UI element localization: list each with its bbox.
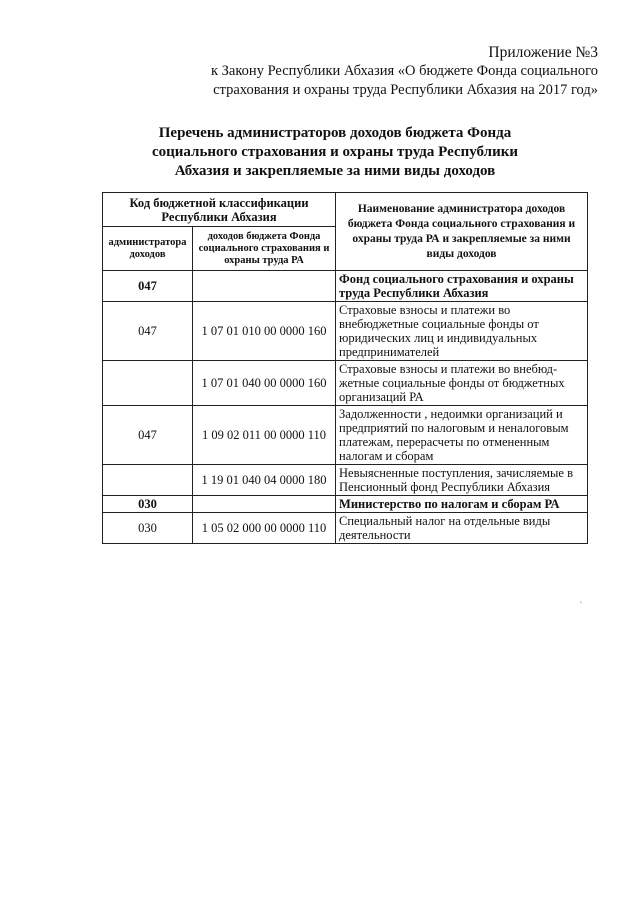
table-row bbox=[103, 361, 588, 406]
header-administrator: администратора доходов bbox=[103, 227, 193, 271]
income-code-cell: 1 09 02 011 00 0000 110 bbox=[193, 406, 336, 465]
income-code-cell: 1 07 01 010 00 0000 160 bbox=[193, 302, 336, 361]
table-row bbox=[103, 406, 588, 465]
table-row bbox=[103, 271, 588, 302]
appendix-line-2: страхования и охраны труда Республики Абхазия на 2017 год» bbox=[213, 82, 598, 98]
title-line-1: Перечень администраторов доходов бюджета Фонда bbox=[158, 125, 512, 141]
table-row bbox=[103, 465, 588, 496]
income-code-cell: 1 07 01 040 00 0000 160 bbox=[193, 361, 336, 406]
title-line-2: социального страхования и охраны труда Республики bbox=[151, 144, 519, 160]
admin-code-cell bbox=[103, 465, 193, 496]
admin-code-cell: 030 bbox=[103, 513, 193, 544]
name-cell: Невыясненные поступления, зачисляемые в Пенсионный фонд Республики Абхазия bbox=[336, 465, 588, 496]
name-cell: Фонд социального страхования и охраны труда Республики Абхазия bbox=[336, 271, 588, 302]
scan-mark: ` bbox=[574, 600, 584, 611]
title-line-3: Абхазия и закрепляемые за ними виды доходов bbox=[174, 163, 496, 179]
name-cell: Министерство по налогам и сборам РА bbox=[336, 496, 588, 513]
admin-code-cell: 047 bbox=[103, 302, 193, 361]
appendix-header bbox=[211, 43, 598, 100]
header-income-code: доходов бюджета Фонда социального страхования и охраны труда РА bbox=[193, 227, 336, 271]
header-classification: Код бюджетной классификации Республики Абхазия bbox=[103, 193, 336, 227]
income-code-cell bbox=[193, 271, 336, 302]
administrators-table bbox=[102, 192, 588, 544]
header-name: Наименование администратора доходов бюджета Фонда социального страхования и охраны труда РА и закрепляемые за ними виды доходов bbox=[336, 193, 588, 271]
name-cell: Задолженности , недоимки организаций и предприятий по налоговым и неналоговым платежам, перерасчеты по отмененным налогам и сборам bbox=[336, 406, 588, 465]
table-row bbox=[103, 513, 588, 544]
admin-code-cell: 047 bbox=[103, 406, 193, 465]
admin-code-cell bbox=[103, 361, 193, 406]
document-title bbox=[140, 124, 530, 181]
appendix-line-1: к Закону Республики Абхазия «О бюджете Фонда социального bbox=[211, 63, 598, 79]
table-row bbox=[103, 496, 588, 513]
admin-code-cell: 030 bbox=[103, 496, 193, 513]
table-row bbox=[103, 302, 588, 361]
name-cell: Страховые взносы и платежи во внебюджетные социальные фонды от юридических лиц и индивидуальных предпринимателей bbox=[336, 302, 588, 361]
name-cell: Страховые взносы и платежи во внебюд-жетные социальные фонды от бюджетных организаций РА bbox=[336, 361, 588, 406]
admin-code-cell: 047 bbox=[103, 271, 193, 302]
income-code-cell bbox=[193, 496, 336, 513]
income-code-cell: 1 05 02 000 00 0000 110 bbox=[193, 513, 336, 544]
appendix-title: Приложение №3 bbox=[488, 44, 598, 61]
name-cell: Специальный налог на отдельные виды деятельности bbox=[336, 513, 588, 544]
income-code-cell: 1 19 01 040 04 0000 180 bbox=[193, 465, 336, 496]
